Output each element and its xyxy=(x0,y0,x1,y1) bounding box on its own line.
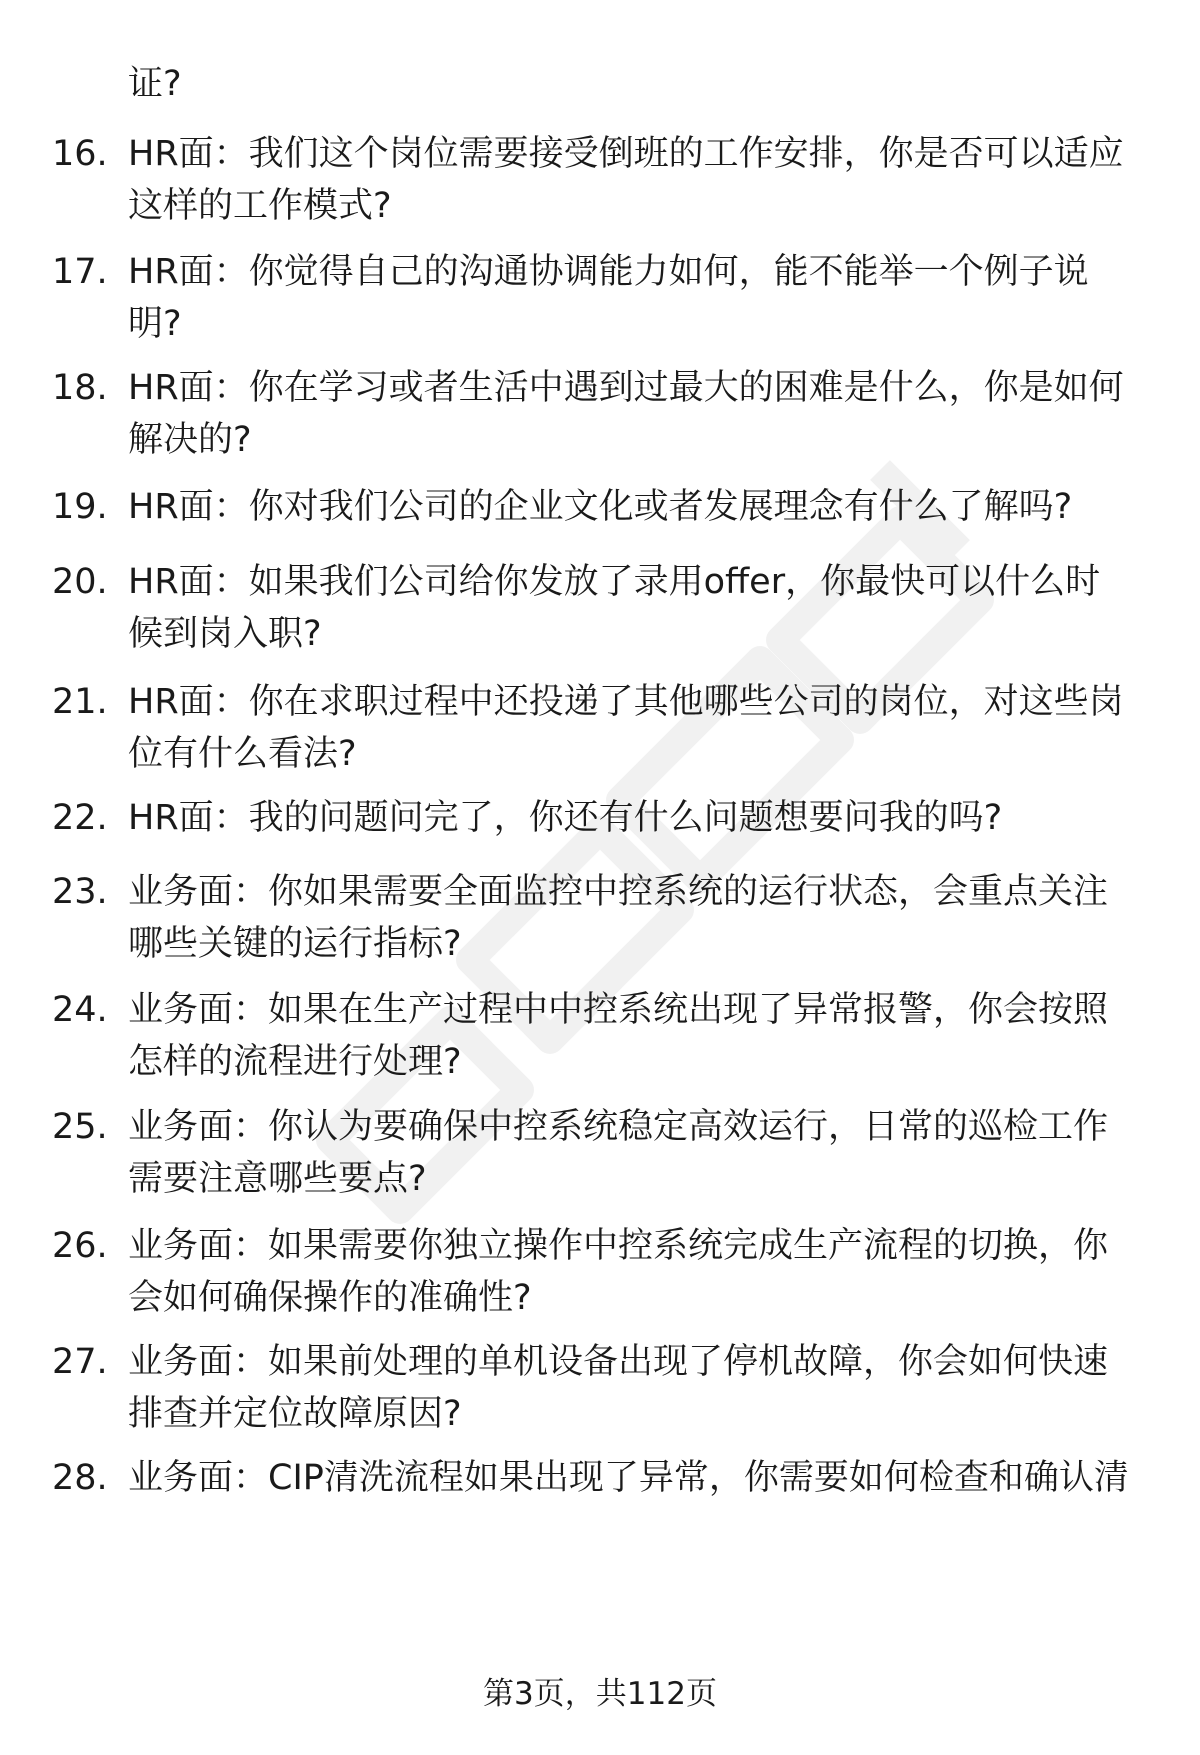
question-text xyxy=(128,1452,1168,1504)
question-number: 21. xyxy=(52,682,108,722)
question-line: 业务面：如果前处理的单机设备出现了停机故障，你会如何快速 xyxy=(128,1342,1109,1382)
question-line: HR面：我的问题问完了，你还有什么问题想要问我的吗? xyxy=(128,798,1003,838)
question-line: HR面：你在学习或者生活中遇到过最大的困难是什么，你是如何 xyxy=(128,368,1124,408)
question-line: HR面：你在求职过程中还投递了其他哪些公司的岗位，对这些岗 xyxy=(128,682,1124,722)
question-line: 需要注意哪些要点? xyxy=(128,1159,427,1199)
question-line: 会如何确保操作的准确性? xyxy=(128,1278,532,1318)
question-number: 17. xyxy=(52,252,108,292)
question-number: 18. xyxy=(52,368,108,408)
question-text xyxy=(128,1336,1168,1440)
question-line: HR面：你觉得自己的沟通协调能力如何，能不能举一个例子说 xyxy=(128,252,1089,292)
question-text xyxy=(128,866,1168,970)
question-line: 业务面：CIP清洗流程如果出现了异常，你需要如何检查和确认清 xyxy=(128,1458,1129,1498)
question-text xyxy=(128,984,1168,1088)
question-text xyxy=(128,481,1168,533)
page-footer: 第3页，共112页 xyxy=(483,1676,717,1712)
question-text xyxy=(128,556,1168,660)
question-line: 明? xyxy=(128,304,182,344)
question-line: 这样的工作模式? xyxy=(128,186,392,226)
question-line: HR面：如果我们公司给你发放了录用offer，你最快可以什么时 xyxy=(128,562,1101,602)
question-text xyxy=(128,1220,1168,1324)
question-number: 27. xyxy=(52,1342,108,1382)
question-text xyxy=(128,362,1168,466)
question-text xyxy=(128,128,1168,232)
question-line: 业务面：你如果需要全面监控中控系统的运行状态，会重点关注 xyxy=(128,872,1109,912)
question-number: 23. xyxy=(52,872,108,912)
question-number: 28. xyxy=(52,1458,108,1498)
continuation-text: 证? xyxy=(128,64,182,104)
question-line: 业务面：如果在生产过程中中控系统出现了异常报警，你会按照 xyxy=(128,990,1109,1030)
question-text xyxy=(128,676,1168,780)
question-text xyxy=(128,246,1168,350)
question-number: 20. xyxy=(52,562,108,602)
question-text xyxy=(128,792,1168,844)
question-text xyxy=(128,1101,1168,1205)
question-number: 25. xyxy=(52,1107,108,1147)
question-line: 解决的? xyxy=(128,420,252,460)
question-line: HR面：你对我们公司的企业文化或者发展理念有什么了解吗? xyxy=(128,487,1073,527)
question-number: 26. xyxy=(52,1226,108,1266)
question-number: 19. xyxy=(52,487,108,527)
question-line: 怎样的流程进行处理? xyxy=(128,1042,462,1082)
question-number: 22. xyxy=(52,798,108,838)
question-line: 位有什么看法? xyxy=(128,734,357,774)
question-line: 业务面：你认为要确保中控系统稳定高效运行，日常的巡检工作 xyxy=(128,1107,1109,1147)
question-line: 业务面：如果需要你独立操作中控系统完成生产流程的切换，你 xyxy=(128,1226,1109,1266)
question-line: HR面：我们这个岗位需要接受倒班的工作安排，你是否可以适应 xyxy=(128,134,1124,174)
question-number: 24. xyxy=(52,990,108,1030)
question-number: 16. xyxy=(52,134,108,174)
question-line: 哪些关键的运行指标? xyxy=(128,924,462,964)
question-line: 排查并定位故障原因? xyxy=(128,1394,462,1434)
question-line: 候到岗入职? xyxy=(128,614,322,654)
